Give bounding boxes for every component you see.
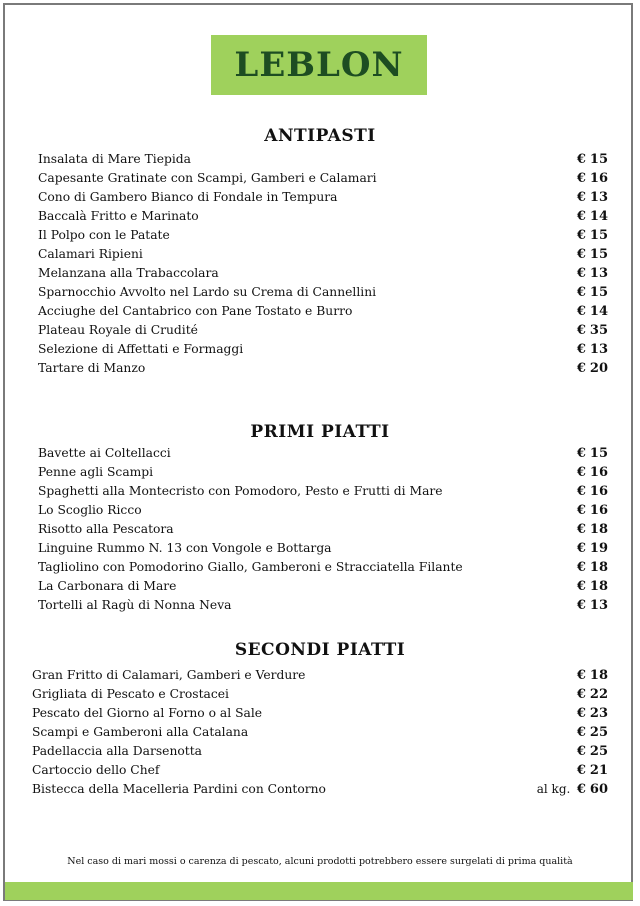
primi-list <box>0 444 640 615</box>
menu-item <box>0 340 640 359</box>
menu-item <box>0 302 640 321</box>
euro-icon: € <box>576 763 586 778</box>
menu-item-price <box>577 226 608 245</box>
menu-item-name: Gran Fritto di Calamari, Gamberi e Verdure <box>32 668 306 682</box>
euro-icon: € <box>576 541 586 556</box>
menu-item-price <box>577 302 608 321</box>
menu-item-price <box>577 482 608 501</box>
menu-item <box>0 666 640 685</box>
menu-item <box>0 207 640 226</box>
euro-icon: € <box>576 725 586 740</box>
menu-item-price <box>577 723 608 742</box>
price-value: 16 <box>589 484 608 499</box>
menu-item <box>0 780 640 799</box>
restaurant-logo <box>211 35 427 95</box>
restaurant-name: LEBLON <box>234 45 404 85</box>
price-value: 15 <box>589 228 608 243</box>
price-value: 19 <box>589 541 608 556</box>
price-value: 15 <box>589 152 608 167</box>
menu-item-name: Bavette ai Coltellacci <box>38 446 171 460</box>
euro-icon: € <box>576 579 586 594</box>
menu-item-price <box>577 520 608 539</box>
price-value: 13 <box>589 266 608 281</box>
menu-item-price <box>577 685 608 704</box>
menu-item-name: Acciughe del Cantabrico con Pane Tostato e Burro <box>38 304 353 318</box>
menu-item-price <box>577 704 608 723</box>
secondi-list <box>0 666 640 799</box>
menu-item-name: Sparnocchio Avvolto nel Lardo su Crema di Cannellini <box>38 285 377 299</box>
euro-icon: € <box>576 744 586 759</box>
menu-item <box>0 501 640 520</box>
price-value: 13 <box>589 598 608 613</box>
menu-item-name: Il Polpo con le Patate <box>38 228 170 242</box>
menu-item <box>0 226 640 245</box>
price-value: 25 <box>589 725 608 740</box>
price-value: 25 <box>589 744 608 759</box>
menu-item <box>0 169 640 188</box>
menu-item <box>0 704 640 723</box>
euro-icon: € <box>576 503 586 518</box>
menu-item-name: Tagliolino con Pomodorino Giallo, Gamberoni e Stracciatella Filante <box>38 560 463 574</box>
menu-item-price <box>577 321 608 340</box>
menu-item <box>0 359 640 378</box>
menu-item-name: Insalata di Mare Tiepida <box>38 152 191 166</box>
menu-item-name: Spaghetti alla Montecristo con Pomodoro, Pesto e Frutti di Mare <box>38 484 443 498</box>
bottom-accent-bar <box>5 882 633 900</box>
menu-item <box>0 742 640 761</box>
price-value: 15 <box>589 285 608 300</box>
euro-icon: € <box>576 361 586 376</box>
menu-item-price <box>577 188 608 207</box>
price-value: 14 <box>589 209 608 224</box>
menu-item-name: Penne agli Scampi <box>38 465 154 479</box>
price-value: 15 <box>589 247 608 262</box>
menu-item-name: Cono di Gambero Bianco di Fondale in Tempura <box>38 190 338 204</box>
menu-item-price <box>577 666 608 685</box>
menu-item-name: Padellaccia alla Darsenotta <box>32 744 202 758</box>
menu-item-price <box>577 539 608 558</box>
footnote: Nel caso di mari mossi o carenza di pescato, alcuni prodotti potrebbero essere surgelati di prima qualità <box>67 856 573 867</box>
euro-icon: € <box>576 598 586 613</box>
menu-item-price <box>577 340 608 359</box>
menu-item-price <box>577 596 608 615</box>
euro-icon: € <box>576 522 586 537</box>
menu-item-price <box>577 444 608 463</box>
euro-icon: € <box>576 687 586 702</box>
euro-icon: € <box>576 782 586 797</box>
euro-icon: € <box>576 285 586 300</box>
price-value: 23 <box>589 706 608 721</box>
euro-icon: € <box>576 668 586 683</box>
menu-item <box>0 463 640 482</box>
menu-item <box>0 264 640 283</box>
menu-item-price <box>577 359 608 378</box>
euro-icon: € <box>576 190 586 205</box>
menu-item-name: Lo Scoglio Ricco <box>38 503 142 517</box>
euro-icon: € <box>576 560 586 575</box>
antipasti-list <box>0 150 640 378</box>
price-value: 18 <box>589 522 608 537</box>
menu-item <box>0 723 640 742</box>
price-value: 18 <box>589 668 608 683</box>
menu-item <box>0 577 640 596</box>
price-value: 18 <box>589 579 608 594</box>
menu-item <box>0 188 640 207</box>
menu-item-name: Risotto alla Pescatora <box>38 522 174 536</box>
euro-icon: € <box>576 152 586 167</box>
euro-icon: € <box>576 209 586 224</box>
euro-icon: € <box>576 323 586 338</box>
menu-item-name: Melanzana alla Trabaccolara <box>38 266 219 280</box>
menu-item-price <box>537 780 608 799</box>
menu-item-price <box>577 283 608 302</box>
price-value: 15 <box>589 446 608 461</box>
menu-item <box>0 761 640 780</box>
euro-icon: € <box>576 484 586 499</box>
price-value: 20 <box>589 361 608 376</box>
menu-item-name: Tortelli al Ragù di Nonna Neva <box>38 598 232 612</box>
euro-icon: € <box>576 304 586 319</box>
menu-item-price <box>577 577 608 596</box>
menu-item-name: Pescato del Giorno al Forno o al Sale <box>32 706 263 720</box>
menu-item-name: Capesante Gratinate con Scampi, Gamberi e Calamari <box>38 171 377 185</box>
menu-item-name: Grigliata di Pescato e Crostacei <box>32 687 229 701</box>
menu-item-name: Scampi e Gamberoni alla Catalana <box>32 725 249 739</box>
euro-icon: € <box>576 446 586 461</box>
price-value: 16 <box>589 171 608 186</box>
menu-item-name: La Carbonara di Mare <box>38 579 177 593</box>
menu-item-name: Bistecca della Macelleria Pardini con Contorno <box>32 782 326 796</box>
menu-item-price <box>577 463 608 482</box>
menu-item <box>0 685 640 704</box>
menu-item-price <box>577 150 608 169</box>
section-title-secondi: SECONDI PIATTI <box>234 640 406 660</box>
menu-item-name: Tartare di Manzo <box>38 361 146 375</box>
menu-item-price <box>577 169 608 188</box>
menu-item <box>0 245 640 264</box>
price-value: 16 <box>589 503 608 518</box>
menu-item-price <box>577 742 608 761</box>
price-value: 60 <box>589 782 608 797</box>
menu-item <box>0 283 640 302</box>
menu-item <box>0 520 640 539</box>
menu-item-name: Cartoccio dello Chef <box>32 763 160 777</box>
euro-icon: € <box>576 247 586 262</box>
price-value: 16 <box>589 465 608 480</box>
euro-icon: € <box>576 706 586 721</box>
menu-item-name: Baccalà Fritto e Marinato <box>38 209 199 223</box>
menu-item-name: Calamari Ripieni <box>38 247 143 261</box>
menu-item-name: Linguine Rummo N. 13 con Vongole e Bottarga <box>38 541 332 555</box>
menu-item-price <box>577 501 608 520</box>
menu-item <box>0 596 640 615</box>
price-unit: al kg. <box>536 782 571 796</box>
menu-item <box>0 558 640 577</box>
price-value: 13 <box>589 190 608 205</box>
price-value: 13 <box>589 342 608 357</box>
section-title-primi: PRIMI PIATTI <box>250 422 390 442</box>
menu-item-price <box>577 264 608 283</box>
menu-item-name: Selezione di Affettati e Formaggi <box>38 342 244 356</box>
price-value: 35 <box>589 323 608 338</box>
menu-item <box>0 482 640 501</box>
euro-icon: € <box>576 342 586 357</box>
menu-item-price <box>577 207 608 226</box>
menu-item-price <box>577 761 608 780</box>
menu-item <box>0 321 640 340</box>
price-value: 18 <box>589 560 608 575</box>
euro-icon: € <box>576 465 586 480</box>
menu-item <box>0 444 640 463</box>
section-title-antipasti: ANTIPASTI <box>264 126 376 146</box>
euro-icon: € <box>576 228 586 243</box>
price-value: 21 <box>589 763 608 778</box>
euro-icon: € <box>576 171 586 186</box>
menu-item-price <box>577 558 608 577</box>
menu-item <box>0 539 640 558</box>
price-value: 14 <box>589 304 608 319</box>
euro-icon: € <box>576 266 586 281</box>
price-value: 22 <box>589 687 608 702</box>
menu-item-name: Plateau Royale di Crudité <box>38 323 198 337</box>
menu-item-price <box>577 245 608 264</box>
menu-item <box>0 150 640 169</box>
